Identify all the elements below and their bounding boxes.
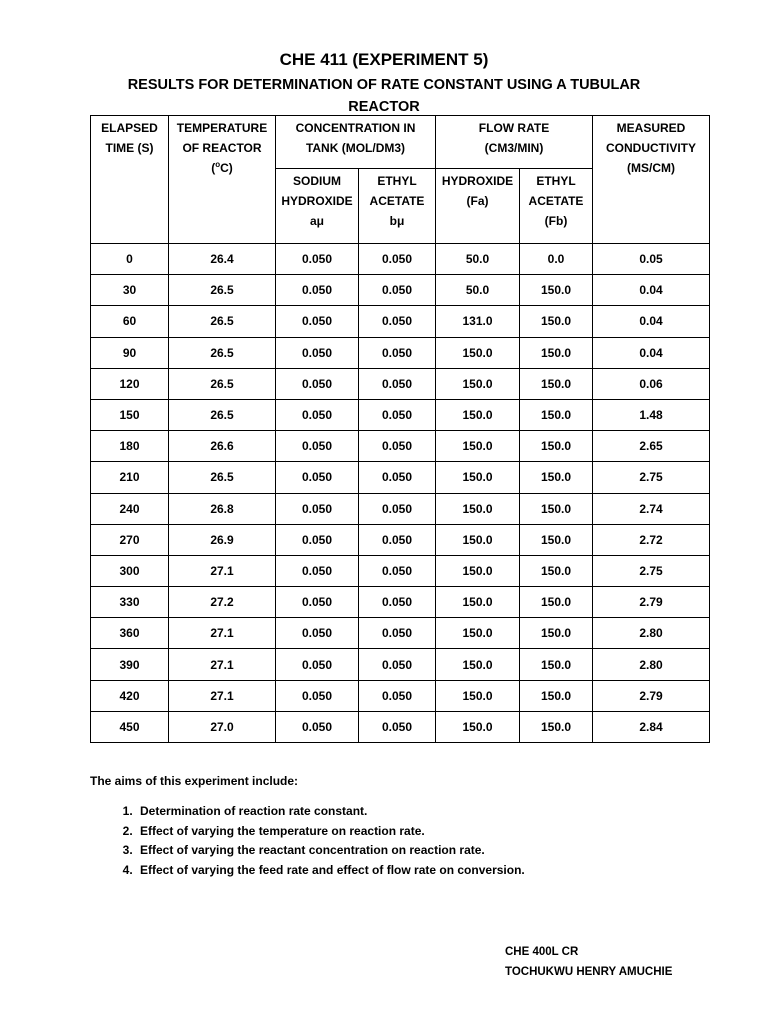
header-text: ETHYL <box>536 174 576 188</box>
cell-elapsed-time: 270 <box>91 524 169 555</box>
cell-elapsed-time: 180 <box>91 431 169 462</box>
header-text: (CM3/MIN) <box>484 141 544 155</box>
header-text: TIME (S) <box>105 141 154 155</box>
cell-temperature: 26.6 <box>169 431 276 462</box>
cell-ethyl-acetate-flow: 150.0 <box>520 680 593 711</box>
cell-ethyl-acetate-conc: 0.050 <box>359 649 436 680</box>
cell-hydroxide-flow: 150.0 <box>436 711 520 742</box>
cell-temperature: 27.1 <box>169 555 276 586</box>
cell-elapsed-time: 120 <box>91 368 169 399</box>
cell-ethyl-acetate-conc: 0.050 <box>359 711 436 742</box>
header-text: HYDROXIDE <box>441 174 514 188</box>
table-row <box>91 711 710 742</box>
cell-sodium-hydroxide: 0.050 <box>276 431 359 462</box>
cell-sodium-hydroxide: 0.050 <box>276 493 359 524</box>
cell-conductivity: 2.80 <box>593 649 710 680</box>
cell-temperature: 26.5 <box>169 337 276 368</box>
cell-ethyl-acetate-flow: 150.0 <box>520 462 593 493</box>
cell-hydroxide-flow: 50.0 <box>436 244 520 275</box>
cell-conductivity: 2.75 <box>593 555 710 586</box>
header-text: SODIUM <box>293 174 341 188</box>
cell-conductivity: 1.48 <box>593 399 710 430</box>
cell-temperature: 27.2 <box>169 587 276 618</box>
cell-ethyl-acetate-conc: 0.050 <box>359 462 436 493</box>
cell-ethyl-acetate-flow: 150.0 <box>520 275 593 306</box>
header-ethyl-acetate-flow <box>520 169 593 244</box>
cell-hydroxide-flow: 150.0 <box>436 587 520 618</box>
cell-sodium-hydroxide: 0.050 <box>276 649 359 680</box>
cell-elapsed-time: 330 <box>91 587 169 618</box>
header-concentration <box>276 116 436 169</box>
cell-temperature: 26.5 <box>169 368 276 399</box>
cell-sodium-hydroxide: 0.050 <box>276 524 359 555</box>
table-row <box>91 306 710 337</box>
header-text: FLOW RATE <box>478 121 550 135</box>
header-elapsed-time <box>91 116 169 244</box>
table-row <box>91 618 710 649</box>
cell-sodium-hydroxide: 0.050 <box>276 337 359 368</box>
cell-sodium-hydroxide: 0.050 <box>276 618 359 649</box>
cell-elapsed-time: 300 <box>91 555 169 586</box>
cell-elapsed-time: 150 <box>91 399 169 430</box>
cell-hydroxide-flow: 50.0 <box>436 275 520 306</box>
cell-hydroxide-flow: 150.0 <box>436 680 520 711</box>
header-text: TEMPERATURE <box>176 121 268 135</box>
cell-ethyl-acetate-flow: 150.0 <box>520 493 593 524</box>
temperature-unit: ($^o$C) <box>211 160 233 175</box>
cell-conductivity: 0.04 <box>593 275 710 306</box>
cell-sodium-hydroxide: 0.050 <box>276 587 359 618</box>
header-text: TANK (MOL/DM3) <box>305 141 406 155</box>
cell-temperature: 26.8 <box>169 493 276 524</box>
header-sodium-hydroxide <box>276 169 359 244</box>
header-text: ETHYL <box>377 174 417 188</box>
cell-conductivity: 2.84 <box>593 711 710 742</box>
cell-conductivity: 2.74 <box>593 493 710 524</box>
aim-item: 2. Effect of varying the temperature on reaction rate. <box>136 822 525 842</box>
cell-ethyl-acetate-flow: 150.0 <box>520 711 593 742</box>
table-row <box>91 431 710 462</box>
cell-ethyl-acetate-flow: 150.0 <box>520 618 593 649</box>
cell-temperature: 26.5 <box>169 462 276 493</box>
cell-ethyl-acetate-flow: 150.0 <box>520 587 593 618</box>
cell-sodium-hydroxide: 0.050 <box>276 275 359 306</box>
cell-temperature: 26.9 <box>169 524 276 555</box>
cell-conductivity: 2.75 <box>593 462 710 493</box>
cell-elapsed-time: 360 <box>91 618 169 649</box>
header-text: (MS/CM) <box>627 161 675 175</box>
cell-hydroxide-flow: 131.0 <box>436 306 520 337</box>
header-conductivity <box>593 116 710 244</box>
cell-ethyl-acetate-conc: 0.050 <box>359 431 436 462</box>
cell-ethyl-acetate-conc: 0.050 <box>359 368 436 399</box>
cell-ethyl-acetate-conc: 0.050 <box>359 399 436 430</box>
header-row-main <box>91 116 710 169</box>
cell-temperature: 26.5 <box>169 275 276 306</box>
header-text: HYDROXIDE <box>281 194 353 208</box>
header-text: OF REACTOR <box>182 141 262 155</box>
author-name: TOCHUKWU HENRY AMUCHIE <box>505 966 673 978</box>
cell-sodium-hydroxide: 0.050 <box>276 244 359 275</box>
cell-elapsed-time: 450 <box>91 711 169 742</box>
cell-elapsed-time: 90 <box>91 337 169 368</box>
cell-temperature: 27.1 <box>169 680 276 711</box>
cell-ethyl-acetate-flow: 0.0 <box>520 244 593 275</box>
cell-hydroxide-flow: 150.0 <box>436 431 520 462</box>
header-text: ACETATE <box>369 194 425 208</box>
cell-conductivity: 0.06 <box>593 368 710 399</box>
table-row <box>91 524 710 555</box>
header-text: (Fb) <box>544 214 568 228</box>
cell-hydroxide-flow: 150.0 <box>436 368 520 399</box>
table-row <box>91 275 710 306</box>
cell-ethyl-acetate-flow: 150.0 <box>520 555 593 586</box>
cell-hydroxide-flow: 150.0 <box>436 337 520 368</box>
header-text: CONCENTRATION IN <box>295 121 416 135</box>
header-ethyl-acetate-conc <box>359 169 436 244</box>
header-text: (Fa) <box>466 194 489 208</box>
cell-hydroxide-flow: 150.0 <box>436 493 520 524</box>
results-body <box>91 244 710 743</box>
cell-elapsed-time: 60 <box>91 306 169 337</box>
cell-sodium-hydroxide: 0.050 <box>276 306 359 337</box>
header-text: bμ <box>389 214 405 228</box>
header-text: ELAPSED <box>101 121 158 135</box>
cell-conductivity: 2.72 <box>593 524 710 555</box>
table-row <box>91 337 710 368</box>
cell-ethyl-acetate-conc: 0.050 <box>359 244 436 275</box>
cell-ethyl-acetate-flow: 150.0 <box>520 649 593 680</box>
cell-sodium-hydroxide: 0.050 <box>276 680 359 711</box>
cell-sodium-hydroxide: 0.050 <box>276 555 359 586</box>
header-flow-rate <box>436 116 593 169</box>
document-title: CHE 411 (EXPERIMENT 5) <box>279 50 489 69</box>
cell-ethyl-acetate-flow: 150.0 <box>520 399 593 430</box>
cell-ethyl-acetate-conc: 0.050 <box>359 555 436 586</box>
cell-ethyl-acetate-conc: 0.050 <box>359 618 436 649</box>
cell-ethyl-acetate-conc: 0.050 <box>359 587 436 618</box>
cell-hydroxide-flow: 150.0 <box>436 462 520 493</box>
cell-elapsed-time: 390 <box>91 649 169 680</box>
table-row <box>91 462 710 493</box>
document-subtitle: RESULTS FOR DETERMINATION OF RATE CONSTANT USING A TUBULAR REACTOR <box>127 77 641 115</box>
cell-ethyl-acetate-conc: 0.050 <box>359 306 436 337</box>
aim-item: 4. Effect of varying the feed rate and effect of flow rate on conversion. <box>136 861 525 881</box>
aims-intro: The aims of this experiment include: <box>90 774 299 788</box>
cell-conductivity: 2.79 <box>593 587 710 618</box>
cell-sodium-hydroxide: 0.050 <box>276 462 359 493</box>
cell-conductivity: 0.04 <box>593 337 710 368</box>
cell-temperature: 27.0 <box>169 711 276 742</box>
cell-elapsed-time: 0 <box>91 244 169 275</box>
cell-ethyl-acetate-conc: 0.050 <box>359 524 436 555</box>
cell-ethyl-acetate-flow: 150.0 <box>520 306 593 337</box>
cell-elapsed-time: 420 <box>91 680 169 711</box>
results-table <box>90 115 710 743</box>
cell-ethyl-acetate-conc: 0.050 <box>359 680 436 711</box>
header-temperature <box>169 116 276 244</box>
cell-conductivity: 0.04 <box>593 306 710 337</box>
header-hydroxide-flow <box>436 169 520 244</box>
cell-ethyl-acetate-conc: 0.050 <box>359 337 436 368</box>
cell-ethyl-acetate-flow: 150.0 <box>520 337 593 368</box>
cell-conductivity: 2.80 <box>593 618 710 649</box>
aim-item: 1. Determination of reaction rate constant. <box>136 802 525 822</box>
cell-elapsed-time: 210 <box>91 462 169 493</box>
cell-sodium-hydroxide: 0.050 <box>276 399 359 430</box>
author-course: CHE 400L CR <box>505 946 579 958</box>
cell-temperature: 26.4 <box>169 244 276 275</box>
table-row <box>91 680 710 711</box>
aims-list <box>90 802 525 880</box>
header-text: ACETATE <box>528 194 584 208</box>
cell-temperature: 27.1 <box>169 649 276 680</box>
table-row <box>91 244 710 275</box>
header-text: MEASURED <box>616 121 686 135</box>
cell-hydroxide-flow: 150.0 <box>436 649 520 680</box>
cell-temperature: 26.5 <box>169 306 276 337</box>
cell-elapsed-time: 30 <box>91 275 169 306</box>
cell-conductivity: 0.05 <box>593 244 710 275</box>
cell-sodium-hydroxide: 0.050 <box>276 711 359 742</box>
table-row <box>91 493 710 524</box>
cell-hydroxide-flow: 150.0 <box>436 524 520 555</box>
header-text: aμ <box>309 214 324 228</box>
cell-ethyl-acetate-conc: 0.050 <box>359 493 436 524</box>
cell-hydroxide-flow: 150.0 <box>436 555 520 586</box>
aim-item: 3. Effect of varying the reactant concentration on reaction rate. <box>136 841 525 861</box>
cell-temperature: 27.1 <box>169 618 276 649</box>
table-row <box>91 368 710 399</box>
author-block <box>505 942 672 982</box>
cell-elapsed-time: 240 <box>91 493 169 524</box>
cell-sodium-hydroxide: 0.050 <box>276 368 359 399</box>
cell-hydroxide-flow: 150.0 <box>436 618 520 649</box>
cell-hydroxide-flow: 150.0 <box>436 399 520 430</box>
cell-ethyl-acetate-flow: 150.0 <box>520 524 593 555</box>
cell-conductivity: 2.79 <box>593 680 710 711</box>
cell-temperature: 26.5 <box>169 399 276 430</box>
cell-ethyl-acetate-flow: 150.0 <box>520 431 593 462</box>
table-row <box>91 587 710 618</box>
cell-conductivity: 2.65 <box>593 431 710 462</box>
cell-ethyl-acetate-flow: 150.0 <box>520 368 593 399</box>
table-row <box>91 649 710 680</box>
table-row <box>91 399 710 430</box>
header-text: CONDUCTIVITY <box>606 141 696 155</box>
table-row <box>91 555 710 586</box>
cell-ethyl-acetate-conc: 0.050 <box>359 275 436 306</box>
